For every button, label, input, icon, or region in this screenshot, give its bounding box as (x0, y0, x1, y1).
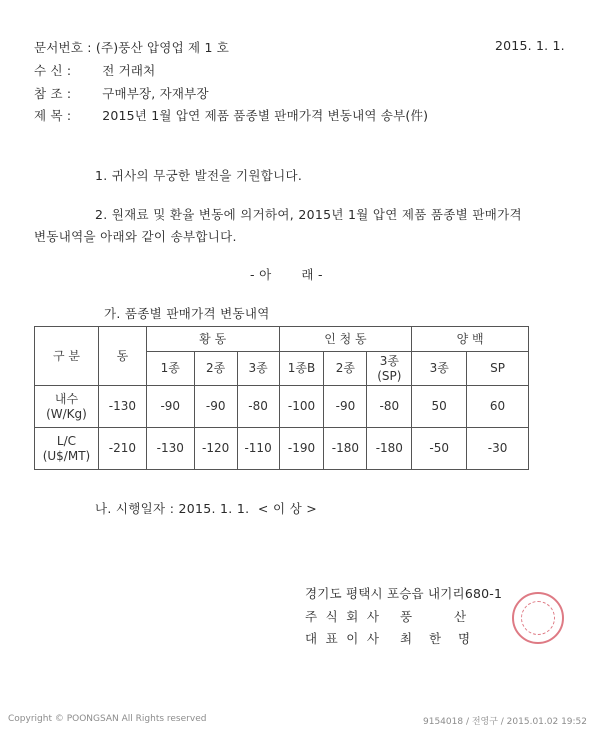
company-seal (512, 592, 564, 644)
table-cell: 60 (467, 386, 529, 428)
table-cell: -80 (367, 386, 412, 428)
table-cell: -180 (367, 428, 412, 470)
table-cell: -30 (467, 428, 529, 470)
reference-label: 참 조 : (34, 86, 72, 101)
sub-phosphor-3sp (367, 352, 412, 386)
document-meta-footer: 9154018 / 전영구 / 2015.01.02 19:52 (423, 717, 588, 727)
table-cell: -90 (194, 386, 237, 428)
col-copper: 동 (98, 327, 146, 386)
sub-brass-3: 3종 (237, 352, 279, 386)
row-label (35, 428, 99, 470)
table-cell: -130 (146, 428, 194, 470)
group-nickel-silver: 양 백 (412, 327, 529, 352)
table-row (35, 386, 529, 428)
sub-phosphor-2: 2종 (324, 352, 367, 386)
reference: 구매부장, 자재부장 (102, 86, 209, 101)
sub-nickel-3: 3종 (412, 352, 467, 386)
sub-brass-2: 2종 (194, 352, 237, 386)
paragraph-1: 1. 귀사의 무궁한 발전을 기원합니다. (95, 168, 303, 183)
ceo-name: 대 표 이 사 최 한 명 (305, 631, 471, 646)
table-header-row (35, 327, 529, 352)
table-cell: -50 (412, 428, 467, 470)
sub-phosphor-1b: 1종B (279, 352, 324, 386)
effective-date: 나. 시행일자 : 2015. 1. 1. < 이 상 > (95, 501, 318, 516)
price-change-table (34, 326, 529, 470)
recipient: 전 거래처 (102, 63, 156, 78)
table-cell: -90 (146, 386, 194, 428)
recipient-label: 수 신 : (34, 63, 72, 78)
table-row (35, 428, 529, 470)
company-seal-inner-ring (521, 601, 555, 635)
row-label-line-1: L/C (56, 433, 77, 448)
subject-line (34, 106, 428, 124)
group-phosphor-bronze: 인 청 동 (279, 327, 412, 352)
reference-line (34, 84, 209, 102)
sub-brass-1: 1종 (146, 352, 194, 386)
table-cell: -100 (279, 386, 324, 428)
table-cell: 50 (412, 386, 467, 428)
table-cell: -110 (237, 428, 279, 470)
sub-nickel-sp: SP (467, 352, 529, 386)
col-category: 구 분 (35, 327, 99, 386)
row-label-line-2: (U$/MT) (42, 448, 91, 463)
company-address: 경기도 평택시 포승읍 내기리680-1 (305, 586, 503, 601)
table-cell: -180 (324, 428, 367, 470)
table-cell: -130 (98, 386, 146, 428)
copyright-footer: Copyright © POONGSAN All Rights reserved (8, 714, 207, 724)
doc-number-label: 문서번호 : (34, 40, 92, 55)
row-label (35, 386, 99, 428)
doc-number-line (34, 38, 229, 56)
company-name: 주 식 회 사 풍 산 (305, 609, 467, 624)
group-brass: 황 동 (146, 327, 279, 352)
table-cell: -90 (324, 386, 367, 428)
sub-phosphor-3sp-line-2: (SP) (377, 368, 402, 383)
subject-label: 제 목 : (34, 108, 72, 123)
table-cell: -190 (279, 428, 324, 470)
section-title: 가. 품종별 판매가격 변동내역 (104, 306, 270, 321)
row-label-line-1: 내수 (54, 391, 79, 406)
sub-phosphor-3sp-line-1: 3종 (379, 353, 399, 368)
paragraph-2-line-2: 변동내역을 아래와 같이 송부합니다. (34, 229, 237, 244)
below-heading: - 아 래 - (250, 267, 323, 282)
row-label-line-2: (W/Kg) (46, 406, 87, 421)
table-cell: -120 (194, 428, 237, 470)
table-cell: -210 (98, 428, 146, 470)
subject: 2015년 1월 압연 제품 품종별 판매가격 변동내역 송부(件) (102, 108, 429, 123)
paragraph-2-line-1: 2. 원재료 및 환율 변동에 의거하여, 2015년 1월 압연 제품 품종별 판매가격 (95, 207, 522, 222)
doc-number: (주)풍산 압영업 제 1 호 (95, 40, 230, 55)
table-cell: -80 (237, 386, 279, 428)
recipient-line (34, 61, 155, 79)
doc-date: 2015. 1. 1. (495, 38, 565, 53)
